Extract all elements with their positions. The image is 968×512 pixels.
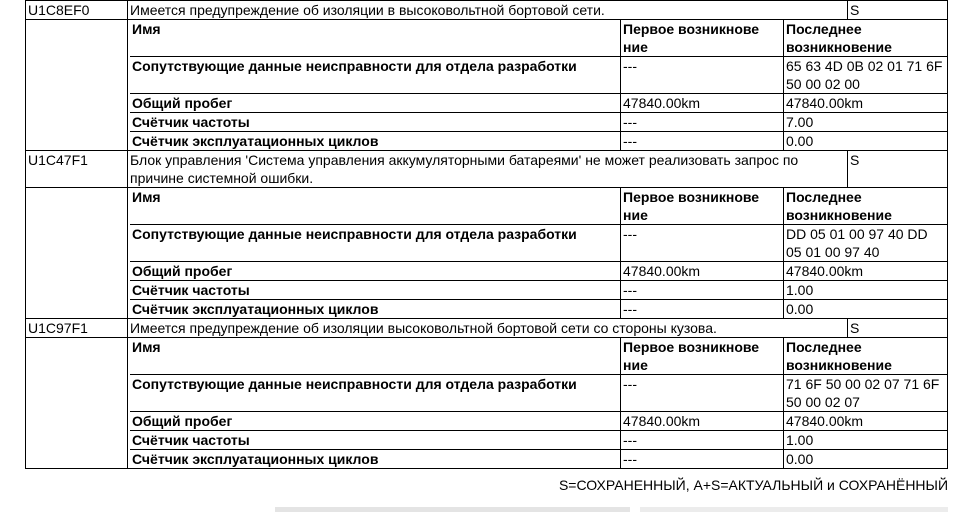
detail-name: Счётчик частоты (130, 281, 621, 300)
detail-last: 0.00 (784, 132, 948, 151)
detail-last: 0.00 (784, 300, 948, 319)
fault-description: Имеется предупреждение об изоляции в высоковольтной бортовой сети. (128, 1, 848, 20)
detail-name: Общий пробег (130, 262, 621, 281)
status-legend: S=СОХРАНЕННЫЙ, A+S=АКТУАЛЬНЫЙ и СОХРАНЁННЫЙ (558, 477, 948, 493)
detail-first: --- (621, 300, 784, 319)
column-header-last: Последнее возникновение (784, 338, 948, 375)
detail-name: Счётчик эксплуатационных циклов (130, 450, 621, 469)
detail-last: DD 05 01 00 97 40 DD 05 01 00 97 40 (784, 225, 948, 262)
column-header-first: Первое возникнове ние (621, 188, 784, 225)
detail-last: 71 6F 50 00 02 07 71 6F 50 00 02 07 (784, 375, 948, 412)
fault-code: U1C8EF0 (26, 1, 128, 20)
detail-name: Общий пробег (130, 94, 621, 113)
fault-details-table (130, 188, 948, 318)
details-row (130, 262, 948, 281)
fault-status: S (848, 151, 948, 188)
fault-details-table (130, 338, 948, 468)
detail-name: Счётчик частоты (130, 431, 621, 450)
details-row (130, 225, 948, 262)
details-row (130, 450, 948, 469)
fault-details-table (130, 20, 948, 150)
fault-code: U1C97F1 (26, 319, 128, 338)
detail-name: Счётчик эксплуатационных циклов (130, 132, 621, 151)
details-row (130, 300, 948, 319)
fault-details-row (26, 188, 948, 319)
details-row (130, 113, 948, 132)
column-header-name: Имя (130, 20, 621, 57)
fault-description: Блок управления 'Система управления аккумуляторными батареями' не может реализовать запрос по причине системной ошибки. (128, 151, 848, 188)
detail-first: --- (621, 281, 784, 300)
details-row (130, 431, 948, 450)
column-header-first: Первое возникнове ние (621, 20, 784, 57)
fault-status: S (848, 319, 948, 338)
detail-first: 47840.00km (621, 262, 784, 281)
detail-first: --- (621, 375, 784, 412)
detail-first: --- (621, 57, 784, 94)
fault-details-row (26, 20, 948, 151)
details-row (130, 132, 948, 151)
column-header-name: Имя (130, 338, 621, 375)
detail-name: Счётчик эксплуатационных циклов (130, 300, 621, 319)
detail-first: 47840.00km (621, 412, 784, 431)
detail-first: --- (621, 113, 784, 132)
details-row (130, 412, 948, 431)
page-divider (275, 507, 630, 512)
fault-row (26, 151, 948, 188)
detail-last: 47840.00km (784, 94, 948, 113)
column-header-name: Имя (130, 188, 621, 225)
details-row (130, 57, 948, 94)
fault-status: S (848, 1, 948, 20)
detail-last: 47840.00km (784, 262, 948, 281)
column-header-first: Первое возникнове ние (621, 338, 784, 375)
detail-first: --- (621, 431, 784, 450)
fault-description: Имеется предупреждение об изоляции высоковольтной бортовой сети со стороны кузова. (128, 319, 848, 338)
detail-first: --- (621, 450, 784, 469)
details-row (130, 94, 948, 113)
detail-name: Сопутствующие данные неисправности для отдела разработки (130, 375, 621, 412)
detail-name: Сопутствующие данные неисправности для отдела разработки (130, 225, 621, 262)
fault-code: U1C47F1 (26, 151, 128, 188)
page-divider (640, 507, 948, 512)
detail-name: Общий пробег (130, 412, 621, 431)
column-header-last: Последнее возникновение (784, 20, 948, 57)
detail-last: 65 63 4D 0B 02 01 71 6F 50 00 02 00 (784, 57, 948, 94)
detail-name: Сопутствующие данные неисправности для отдела разработки (130, 57, 621, 94)
detail-last: 1.00 (784, 431, 948, 450)
fault-row (26, 319, 948, 338)
detail-first: --- (621, 132, 784, 151)
details-header-row (130, 338, 948, 375)
detail-last: 7.00 (784, 113, 948, 132)
fault-row (26, 1, 948, 20)
detail-last: 1.00 (784, 281, 948, 300)
details-row (130, 375, 948, 412)
fault-table (25, 0, 948, 469)
details-row (130, 281, 948, 300)
details-header-row (130, 188, 948, 225)
fault-report (25, 0, 948, 469)
column-header-last: Последнее возникновение (784, 188, 948, 225)
detail-first: --- (621, 225, 784, 262)
detail-first: 47840.00km (621, 94, 784, 113)
fault-details-row (26, 338, 948, 469)
detail-last: 47840.00km (784, 412, 948, 431)
details-header-row (130, 20, 948, 57)
detail-last: 0.00 (784, 450, 948, 469)
detail-name: Счётчик частоты (130, 113, 621, 132)
